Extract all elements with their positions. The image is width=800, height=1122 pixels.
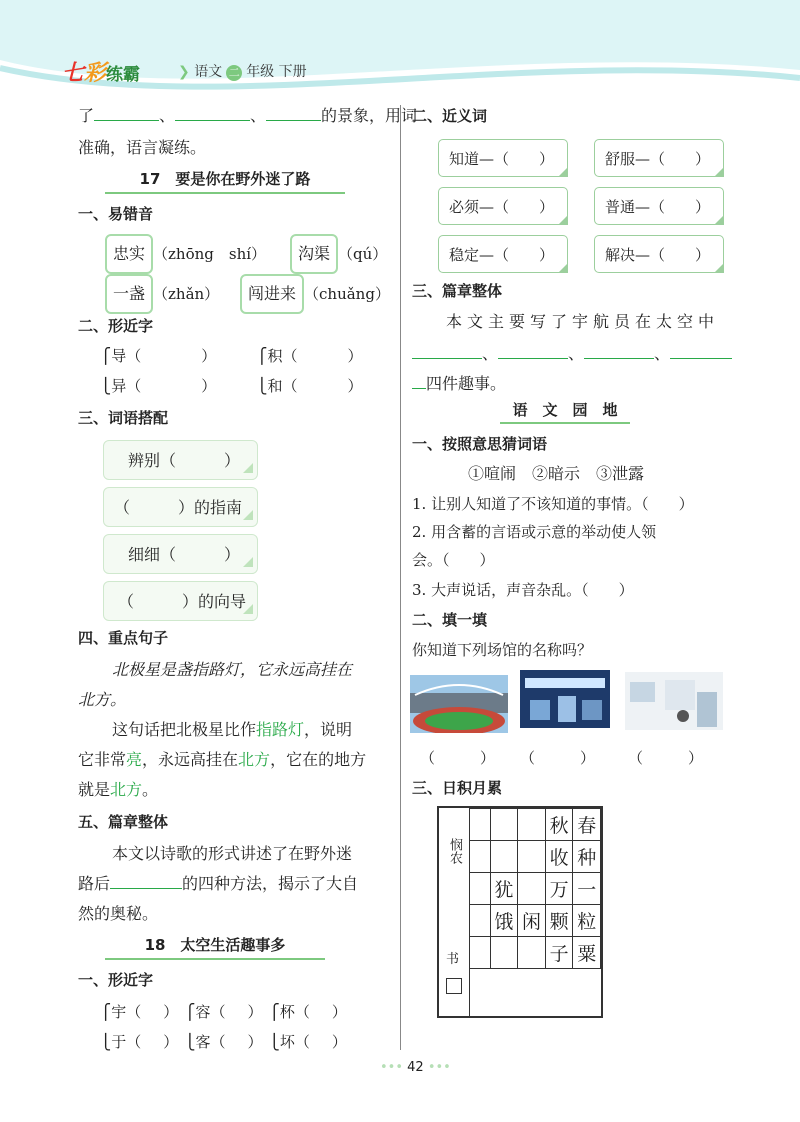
explanation-line: 它非常亮，永远高挂在北方，它在的地方: [78, 750, 367, 769]
museum-photo: [520, 670, 610, 728]
overview-blanks: 、 、 、: [412, 338, 732, 370]
similar-char-row: ⎧导（ ） ⎧积（ ）: [100, 347, 363, 365]
question: 1. 让别人知道了不该知道的事情。（ ）: [412, 495, 694, 513]
overview-text: 路后 的四种方法，揭示了大自: [78, 874, 359, 893]
lesson-18-title: 18 太空生活趣事多: [105, 932, 325, 960]
lesson-17-title: 17 要是你在野外迷了路: [105, 166, 345, 194]
subject-label: ❯ 语文 二 年级 下册: [178, 64, 307, 80]
synonym-box: 知道—（ ）: [438, 139, 568, 177]
venue-answer: （ ）: [420, 749, 496, 767]
intro-line-2: 准确，语言凝练。: [78, 138, 207, 157]
overview-text: 本文主要写了宇航员在太空中: [446, 312, 720, 331]
synonym-box: 普通—（ ）: [594, 187, 724, 225]
lab-photo: [625, 672, 723, 730]
section-similar-chars-2: 一、形近字: [78, 971, 154, 989]
page-number: ••• 42 •••: [380, 1060, 451, 1075]
column-divider: [400, 105, 401, 1050]
intro-line-1: 了 、 、 的景象，用词: [78, 106, 418, 125]
question: 会。（ ）: [412, 551, 495, 569]
synonym-box: 稳定—（ ）: [438, 235, 568, 273]
overview-text: 然的奥秘。: [78, 904, 159, 923]
collocation-item: 辨别（ ）: [103, 440, 258, 480]
question: 3. 大声说话，声音杂乱。（ ）: [412, 581, 634, 599]
venue-answer: （ ）: [520, 749, 596, 767]
venue-answer: （ ）: [628, 749, 704, 767]
stadium-photo: [410, 675, 508, 733]
collocation-item: 细细（ ）: [103, 534, 258, 574]
synonym-box: 舒服—（ ）: [594, 139, 724, 177]
section-guess-words: 一、按照意思猜词语: [412, 435, 548, 453]
grade-badge: 二: [226, 65, 242, 81]
section-accumulation: 三、日积月累: [412, 779, 503, 797]
section-key-sentence: 四、重点句子: [78, 629, 169, 647]
header-wave: [0, 0, 800, 110]
seal-icon: [446, 978, 462, 994]
poem-author: 书: [446, 952, 460, 967]
pron-item: 忠实 （zhōng shí）: [105, 234, 266, 274]
poem-grid: 秋 春 收 种 犹 万 一 饿 闲 颗 粒 子 粟: [469, 808, 601, 969]
section-synonyms: 二、近义词: [412, 107, 488, 125]
explanation-line: 就是北方。: [78, 780, 159, 799]
fill-in-question: 你知道下列场馆的名称吗？: [412, 641, 593, 659]
similar-char-row: ⎩于（ ） ⎩客（ ） ⎩坏（ ）: [100, 1033, 347, 1051]
pron-item: 闯进来 （chuǎng）: [240, 274, 390, 314]
key-sentence-cont: 北方。: [78, 690, 127, 709]
pron-item: 沟渠 （qú）: [290, 234, 387, 274]
question: 2. 用含蓄的言语或示意的举动使人领: [412, 523, 657, 541]
pron-item: 一盏 （zhǎn）: [105, 274, 219, 314]
similar-char-row: ⎩异（ ） ⎩和（ ）: [100, 377, 363, 395]
chinese-garden-title: 语 文 园 地: [500, 398, 630, 424]
similar-char-row: ⎧宇（ ） ⎧容（ ） ⎧杯（ ）: [100, 1003, 347, 1021]
synonym-box: 必须—（ ）: [438, 187, 568, 225]
overview-text: 本文以诗歌的形式讲述了在野外迷: [112, 844, 353, 863]
synonym-box: 解决—（ ）: [594, 235, 724, 273]
section-pronunciation: 一、易错音: [78, 205, 154, 223]
collocation-item: （ ）的向导: [103, 581, 258, 621]
explanation-line: 这句话把北极星比作指路灯，说明: [112, 720, 353, 739]
section-collocation: 三、词语搭配: [78, 409, 169, 427]
section-overview-2: 三、篇章整体: [412, 282, 503, 300]
overview-text: 四件趣事。: [412, 368, 506, 400]
section-fill-in: 二、填一填: [412, 611, 488, 629]
word-options: ①喧闹 ②暗示 ③泄露: [468, 464, 645, 483]
collocation-item: （ ）的指南: [103, 487, 258, 527]
section-similar-chars: 二、形近字: [78, 317, 154, 335]
key-sentence: 北极星是盏指路灯，它永远高挂在: [112, 660, 353, 679]
poem-title: 悯农: [447, 838, 462, 864]
section-overview: 五、篇章整体: [78, 813, 169, 831]
logo: 七彩练霸: [62, 61, 141, 86]
poem-grid-frame: [437, 806, 603, 1018]
